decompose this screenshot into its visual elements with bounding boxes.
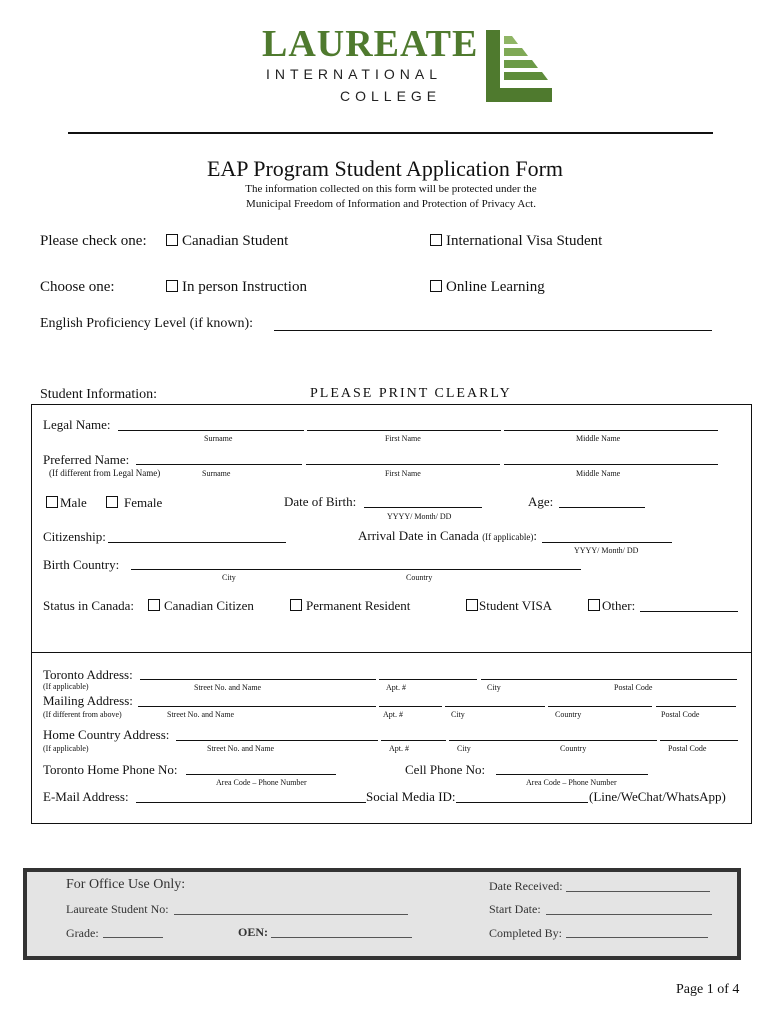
international-student-checkbox[interactable]: [430, 234, 442, 246]
online-checkbox[interactable]: [430, 280, 442, 292]
privacy-note-line2: Municipal Freedom of Information and Protection of Privacy Act.: [246, 198, 536, 210]
privacy-note-line1: The information collected on this form will be protected under the: [245, 183, 537, 195]
home-street-caption: Street No. and Name: [207, 744, 275, 753]
preferred-first-name-field[interactable]: [306, 464, 500, 465]
mailing-postal-field[interactable]: [656, 706, 736, 707]
completed-by-field[interactable]: [566, 937, 708, 938]
cell-phone-caption: Area Code – Phone Number: [526, 778, 617, 787]
page-number: Page 1 of 4: [676, 982, 740, 997]
toronto-address-label: Toronto Address:: [43, 667, 133, 682]
home-apt-field[interactable]: [381, 740, 446, 741]
legal-first-caption: First Name: [385, 434, 421, 443]
mailing-address-label: Mailing Address:: [43, 693, 133, 708]
birth-country-caption: Country: [406, 573, 433, 582]
canadian-citizen-option[interactable]: Canadian Citizen: [148, 598, 254, 614]
male-option[interactable]: Male: [46, 495, 87, 511]
logo-word-college: COLLEGE: [340, 88, 442, 104]
office-use-title: For Office Use Only:: [66, 877, 186, 892]
english-level-field[interactable]: [274, 330, 712, 331]
home-city-field[interactable]: [449, 740, 657, 741]
logo-l-mark-icon: [484, 28, 556, 104]
preferred-surname-caption: Surname: [202, 469, 231, 478]
other-status-field[interactable]: [640, 611, 738, 612]
home-postal-field[interactable]: [660, 740, 738, 741]
email-label: E-Mail Address:: [43, 789, 129, 804]
dob-format-caption: YYYY/ Month/ DD: [387, 512, 452, 521]
grade-field[interactable]: [103, 937, 163, 938]
canadian-student-checkbox[interactable]: [166, 234, 178, 246]
female-checkbox[interactable]: [106, 496, 118, 508]
mailing-country-caption: Country: [555, 710, 582, 719]
date-received-field[interactable]: [566, 891, 710, 892]
permanent-resident-option[interactable]: Permanent Resident: [290, 598, 410, 614]
logo-word-laureate: LAUREATE: [262, 23, 479, 65]
preferred-name-note: (If different from Legal Name): [49, 468, 161, 478]
mailing-street-field[interactable]: [138, 706, 376, 707]
check-one-label: Please check one:: [40, 233, 147, 249]
legal-surname-field[interactable]: [118, 430, 304, 431]
print-clearly-label: PLEASE PRINT CLEARLY: [310, 386, 512, 401]
mailing-apt-field[interactable]: [379, 706, 442, 707]
grade-label: Grade:: [66, 926, 99, 940]
international-student-option[interactable]: International Visa Student: [430, 233, 602, 250]
canadian-student-option[interactable]: Canadian Student: [166, 233, 288, 250]
home-phone-label: Toronto Home Phone No:: [43, 762, 178, 777]
toronto-apt-caption: Apt. #: [386, 683, 406, 692]
permanent-resident-checkbox[interactable]: [290, 599, 302, 611]
preferred-name-label: Preferred Name:: [43, 452, 130, 467]
citizenship-field[interactable]: [108, 542, 286, 543]
social-media-field[interactable]: [456, 802, 588, 803]
arrival-date-field[interactable]: [542, 542, 672, 543]
home-street-field[interactable]: [176, 740, 378, 741]
arrival-format-caption: YYYY/ Month/ DD: [574, 546, 639, 555]
mailing-apt-caption: Apt. #: [383, 710, 403, 719]
home-postal-caption: Postal Code: [668, 744, 707, 753]
preferred-middle-name-field[interactable]: [504, 464, 718, 465]
other-status-option[interactable]: Other:: [588, 598, 635, 614]
toronto-address-note: (If applicable): [43, 682, 89, 691]
canadian-citizen-checkbox[interactable]: [148, 599, 160, 611]
dob-label: Date of Birth:: [284, 494, 357, 509]
in-person-checkbox[interactable]: [166, 280, 178, 292]
social-media-note: (Line/WeChat/WhatsApp): [589, 789, 726, 804]
legal-surname-caption: Surname: [204, 434, 233, 443]
male-checkbox[interactable]: [46, 496, 58, 508]
mailing-city-field[interactable]: [445, 706, 545, 707]
age-field[interactable]: [559, 507, 645, 508]
start-date-label: Start Date:: [489, 902, 541, 916]
home-address-note: (If applicable): [43, 744, 89, 753]
arrival-date-label: Arrival Date in Canada (If applicable):: [358, 528, 538, 543]
mailing-street-caption: Street No. and Name: [167, 710, 235, 719]
birth-country-label: Birth Country:: [43, 557, 120, 572]
student-no-label: Laureate Student No:: [66, 902, 169, 916]
student-no-field[interactable]: [174, 914, 408, 915]
cell-phone-label: Cell Phone No:: [405, 762, 486, 777]
email-field[interactable]: [136, 802, 366, 803]
other-status-checkbox[interactable]: [588, 599, 600, 611]
in-person-option[interactable]: In person Instruction: [166, 279, 307, 296]
toronto-street-caption: Street No. and Name: [194, 683, 262, 692]
social-media-label: Social Media ID:: [366, 789, 456, 804]
preferred-first-caption: First Name: [385, 469, 421, 478]
mailing-address-note: (If different from above): [43, 710, 122, 719]
mailing-country-field[interactable]: [548, 706, 652, 707]
birth-country-field[interactable]: [131, 569, 581, 570]
cell-phone-field[interactable]: [496, 774, 648, 775]
home-country-caption: Country: [560, 744, 587, 753]
home-phone-field[interactable]: [186, 774, 336, 775]
toronto-street-field[interactable]: [140, 679, 376, 680]
student-info-box: [31, 404, 752, 824]
start-date-field[interactable]: [546, 914, 712, 915]
student-visa-option[interactable]: Student VISA: [466, 598, 552, 614]
toronto-postal-caption: Postal Code: [614, 683, 653, 692]
home-city-caption: City: [457, 744, 471, 753]
citizenship-label: Citizenship:: [43, 529, 106, 544]
date-received-label: Date Received:: [489, 879, 563, 893]
toronto-city-field[interactable]: [481, 679, 737, 680]
preferred-middle-caption: Middle Name: [576, 469, 621, 478]
preferred-surname-field[interactable]: [136, 464, 302, 465]
mailing-city-caption: City: [451, 710, 465, 719]
toronto-city-caption: City: [487, 683, 501, 692]
status-label: Status in Canada:: [43, 598, 134, 613]
legal-first-name-field[interactable]: [307, 430, 501, 431]
oen-label: OEN:: [238, 925, 268, 939]
legal-middle-name-field[interactable]: [504, 430, 718, 431]
mailing-postal-caption: Postal Code: [661, 710, 700, 719]
online-option[interactable]: Online Learning: [430, 279, 545, 296]
legal-middle-caption: Middle Name: [576, 434, 621, 443]
page-title: EAP Program Student Application Form: [206, 156, 564, 181]
english-level-label: English Proficiency Level (if known):: [40, 316, 254, 331]
female-option[interactable]: Female: [106, 495, 162, 511]
arrival-date-note: (If applicable): [482, 532, 534, 542]
student-info-label: Student Information:: [40, 387, 158, 402]
legal-name-label: Legal Name:: [43, 417, 111, 432]
birth-city-caption: City: [222, 573, 236, 582]
choose-one-label: Choose one:: [40, 279, 115, 295]
header-rule: [68, 132, 713, 134]
oen-field[interactable]: [271, 937, 412, 938]
dob-field[interactable]: [364, 507, 482, 508]
home-phone-caption: Area Code – Phone Number: [216, 778, 307, 787]
toronto-apt-field[interactable]: [379, 679, 477, 680]
logo-word-international: INTERNATIONAL: [266, 66, 442, 82]
age-label: Age:: [528, 494, 554, 509]
student-visa-checkbox[interactable]: [466, 599, 478, 611]
student-info-divider: [31, 652, 752, 653]
completed-by-label: Completed By:: [489, 926, 562, 940]
home-apt-caption: Apt. #: [389, 744, 409, 753]
home-address-label: Home Country Address:: [43, 727, 170, 742]
